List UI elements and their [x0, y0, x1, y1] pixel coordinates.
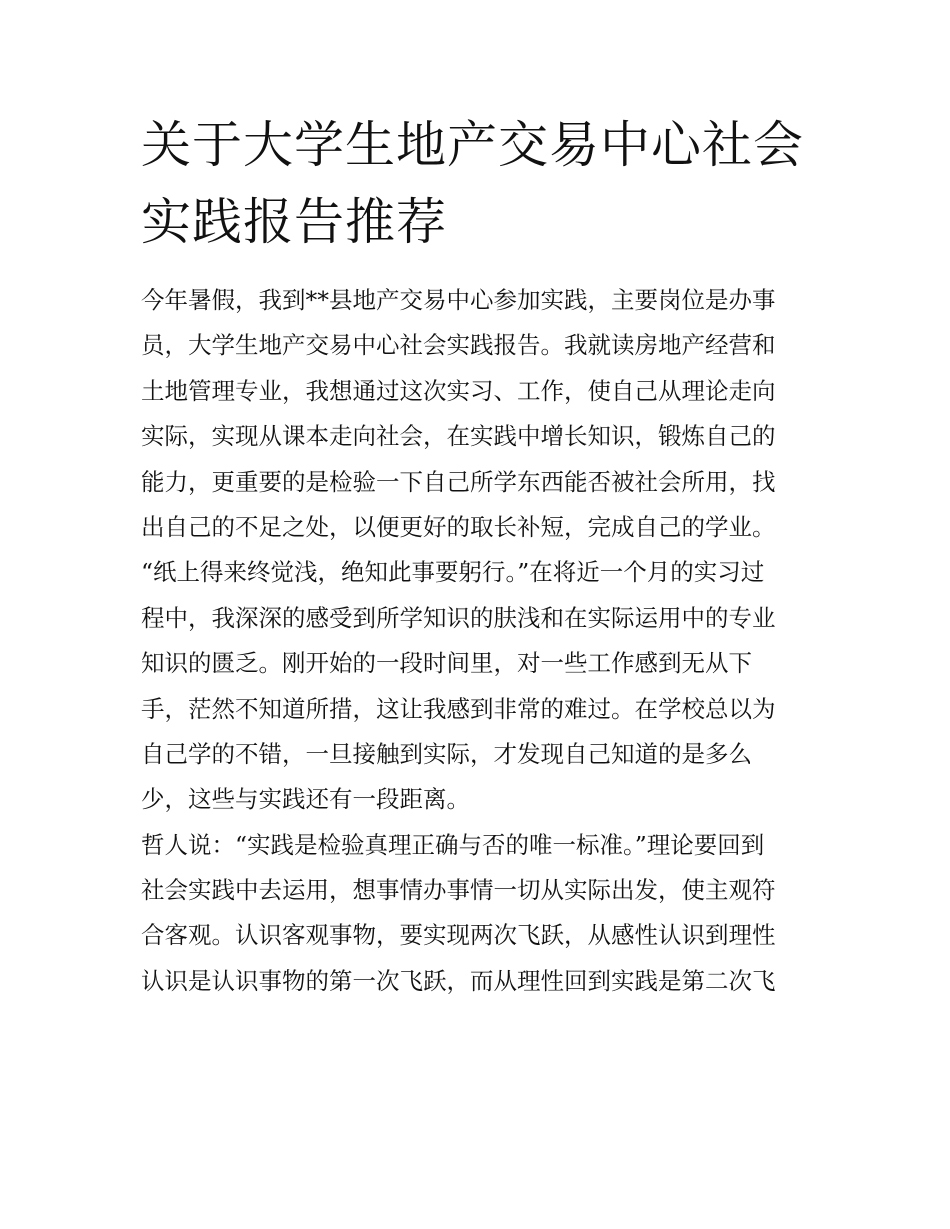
body-line: 程中，我深深的感受到所学知识的肤浅和在实际运用中的专业 — [141, 603, 776, 632]
title-line: 关于大学生地产交易中心社会 — [141, 116, 804, 174]
body-line: 实际，实现从课本走向社会，在实践中增长知识，锻炼自己的 — [141, 422, 776, 451]
body-line: 少，这些与实践还有一段距离。 — [141, 785, 470, 814]
body-line: 出自己的不足之处，以便更好的取长补短，完成自己的学业。 — [141, 512, 776, 541]
title-line: 实践报告推荐 — [141, 193, 447, 251]
document-body — [141, 278, 831, 1004]
body-line: 社会实践中去运用，想事情办事情一切从实际出发，使主观符 — [141, 876, 776, 905]
body-line: “纸上得来终觉浅，绝知此事要躬行。”在将近一个月的实习过 — [141, 558, 765, 587]
body-line: 手，茫然不知道所措，这让我感到非常的难过。在学校总以为 — [141, 694, 776, 723]
body-line: 知识的匮乏。刚开始的一段时间里，对一些工作感到无从下 — [141, 649, 752, 678]
document-title — [141, 107, 821, 261]
body-line: 能力，更重要的是检验一下自己所学东西能否被社会所用，找 — [141, 467, 776, 496]
body-line: 哲人说：“实践是检验真理正确与否的唯一标准。”理论要回到 — [141, 830, 765, 859]
body-line: 认识是认识事物的第一次飞跃，而从理性回到实践是第二次飞 — [141, 966, 776, 995]
body-line: 员，大学生地产交易中心社会实践报告。我就读房地产经营和 — [141, 331, 776, 360]
body-line: 合客观。认识客观事物，要实现两次飞跃，从感性认识到理性 — [141, 921, 776, 950]
body-line: 土地管理专业，我想通过这次实习、工作，使自己从理论走向 — [141, 376, 776, 405]
body-line: 今年暑假，我到**县地产交易中心参加实践，主要岗位是办事 — [141, 286, 776, 314]
body-line: 自己学的不错，一旦接触到实际，才发现自己知道的是多么 — [141, 739, 752, 768]
